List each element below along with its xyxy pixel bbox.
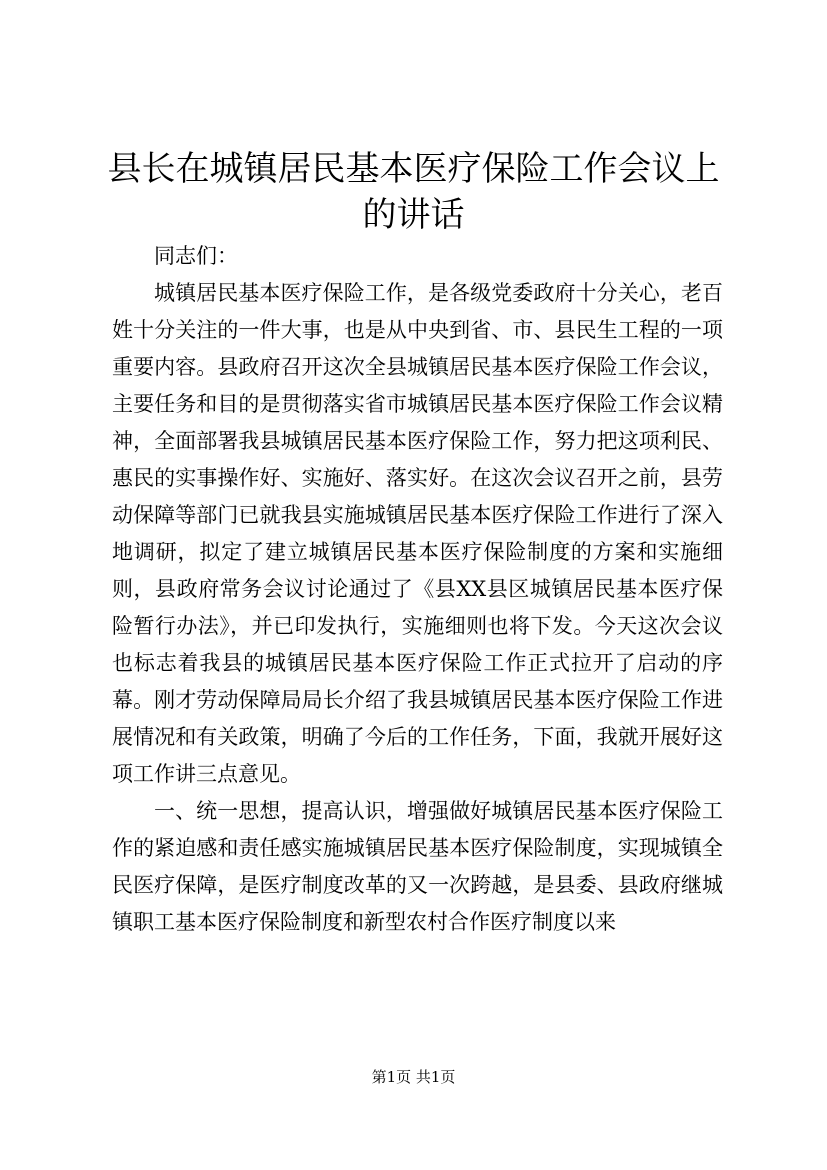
body-paragraph: 城镇居民基本医疗保险工作，是各级党委政府十分关心，老百姓十分关注的一件大事，也是从中央到省、市、县民生工程的一项重要内容。县政府召开这次全县城镇居民基本医疗保险工作会议，主要任务和目的是贯彻落实省市城镇居民基本医疗保险工作会议精神，全面部署我县城镇居民基本医疗保险工作，努力把这项利民、惠民的实事操作好、实施好、落实好。在这次会议召开之前，县劳动保障等部门已就我县实施城镇居民基本医疗保险工作进行了深入地调研，拟定了建立城镇居民基本医疗保险制度的方案和实施细则，县政府常务会议讨论通过了《县XX县区城镇居民基本医疗保险暂行办法》，并已印发执行，实施细则也将下发。今天这次会议也标志着我县的城镇居民基本医疗保险工作正式拉开了启动的序幕。刚才劳动保障局局长介绍了我县城镇居民基本医疗保险工作进展情况和有关政策，明确了今后的工作任务，下面，我就开展好这项工作讲三点意见。: [112, 281, 723, 786]
section-one-paragraph: 一、统一思想，提高认识，增强做好城镇居民基本医疗保险工作的紧迫感和责任感实施城镇居民基本医疗保险制度，实现城镇全民医疗保障，是医疗制度改革的又一次跨越，是县委、县政府继城镇职工基本医疗保险制度和新型农村合作医疗制度以来: [112, 799, 723, 934]
salutation-paragraph: 同志们：: [154, 244, 238, 268]
document-body: [112, 238, 723, 941]
document-title: 县长在城镇居民基本医疗保险工作会议上的讲话: [107, 149, 720, 235]
page-number-footer: 第1页 共1页: [371, 1068, 456, 1086]
